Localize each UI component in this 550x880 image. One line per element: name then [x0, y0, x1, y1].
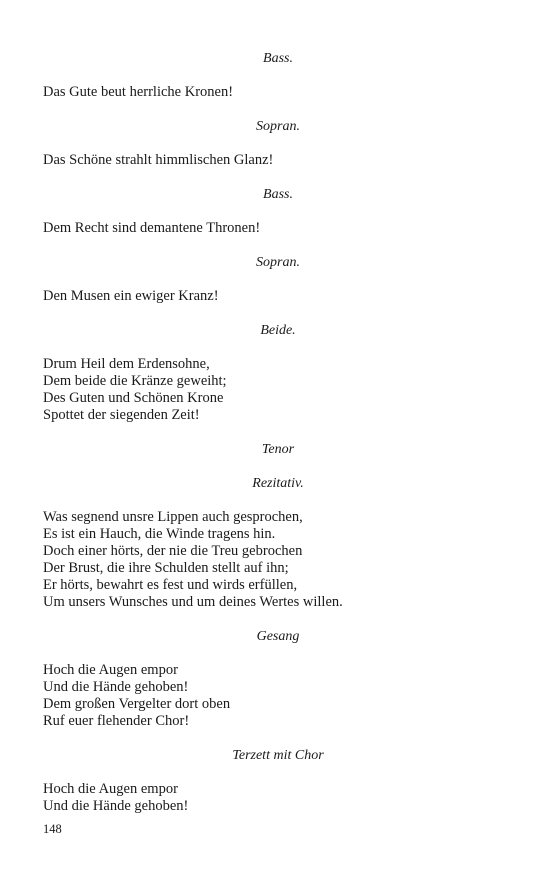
verse-line: Hoch die Augen empor [43, 781, 178, 797]
verse-line: Das Schöne strahlt himmlischen Glanz! [43, 152, 274, 168]
verse-line: Dem großen Vergelter dort oben [43, 696, 231, 712]
speaker-heading: Gesang [256, 629, 300, 644]
verse-line: Den Musen ein ewiger Kranz! [43, 288, 219, 304]
verse-line: Und die Hände gehoben! [43, 798, 189, 814]
text-body [43, 50, 513, 815]
page-number: 148 [43, 822, 62, 836]
verse-line: Und die Hände gehoben! [43, 679, 189, 695]
speaker-heading: Bass. [263, 51, 293, 66]
verse-line: Um unsers Wunsches und um deines Wertes willen. [43, 594, 343, 610]
verse-line: Spottet der siegenden Zeit! [43, 407, 200, 423]
verse-line: Ruf euer flehender Chor! [43, 713, 190, 729]
speaker-heading: Tenor [261, 442, 295, 457]
verse-line: Doch einer hörts, der nie die Treu gebrochen [43, 543, 303, 559]
verse-line: Was segnend unsre Lippen auch gesprochen, [43, 509, 303, 525]
verse-line: Hoch die Augen empor [43, 662, 178, 678]
verse-line: Er hörts, bewahrt es fest und wirds erfüllen, [43, 577, 298, 593]
speaker-heading: Sopran. [256, 255, 300, 270]
verse-line: Des Guten und Schönen Krone [43, 390, 224, 406]
speaker-heading: Bass. [263, 187, 293, 202]
speaker-heading: Sopran. [256, 119, 300, 134]
verse-line: Dem beide die Kränze geweiht; [43, 373, 227, 389]
speaker-heading: Rezitativ. [252, 476, 304, 491]
verse-line: Das Gute beut herrliche Kronen! [43, 84, 234, 100]
speaker-heading: Terzett mit Chor [232, 748, 324, 763]
verse-line: Drum Heil dem Erdensohne, [43, 356, 210, 372]
verse-line: Der Brust, die ihre Schulden stellt auf ihn; [43, 560, 289, 576]
verse-line: Dem Recht sind demantene Thronen! [43, 220, 261, 236]
verse-line: Es ist ein Hauch, die Winde tragens hin. [43, 526, 276, 542]
speaker-heading: Beide. [260, 323, 296, 338]
